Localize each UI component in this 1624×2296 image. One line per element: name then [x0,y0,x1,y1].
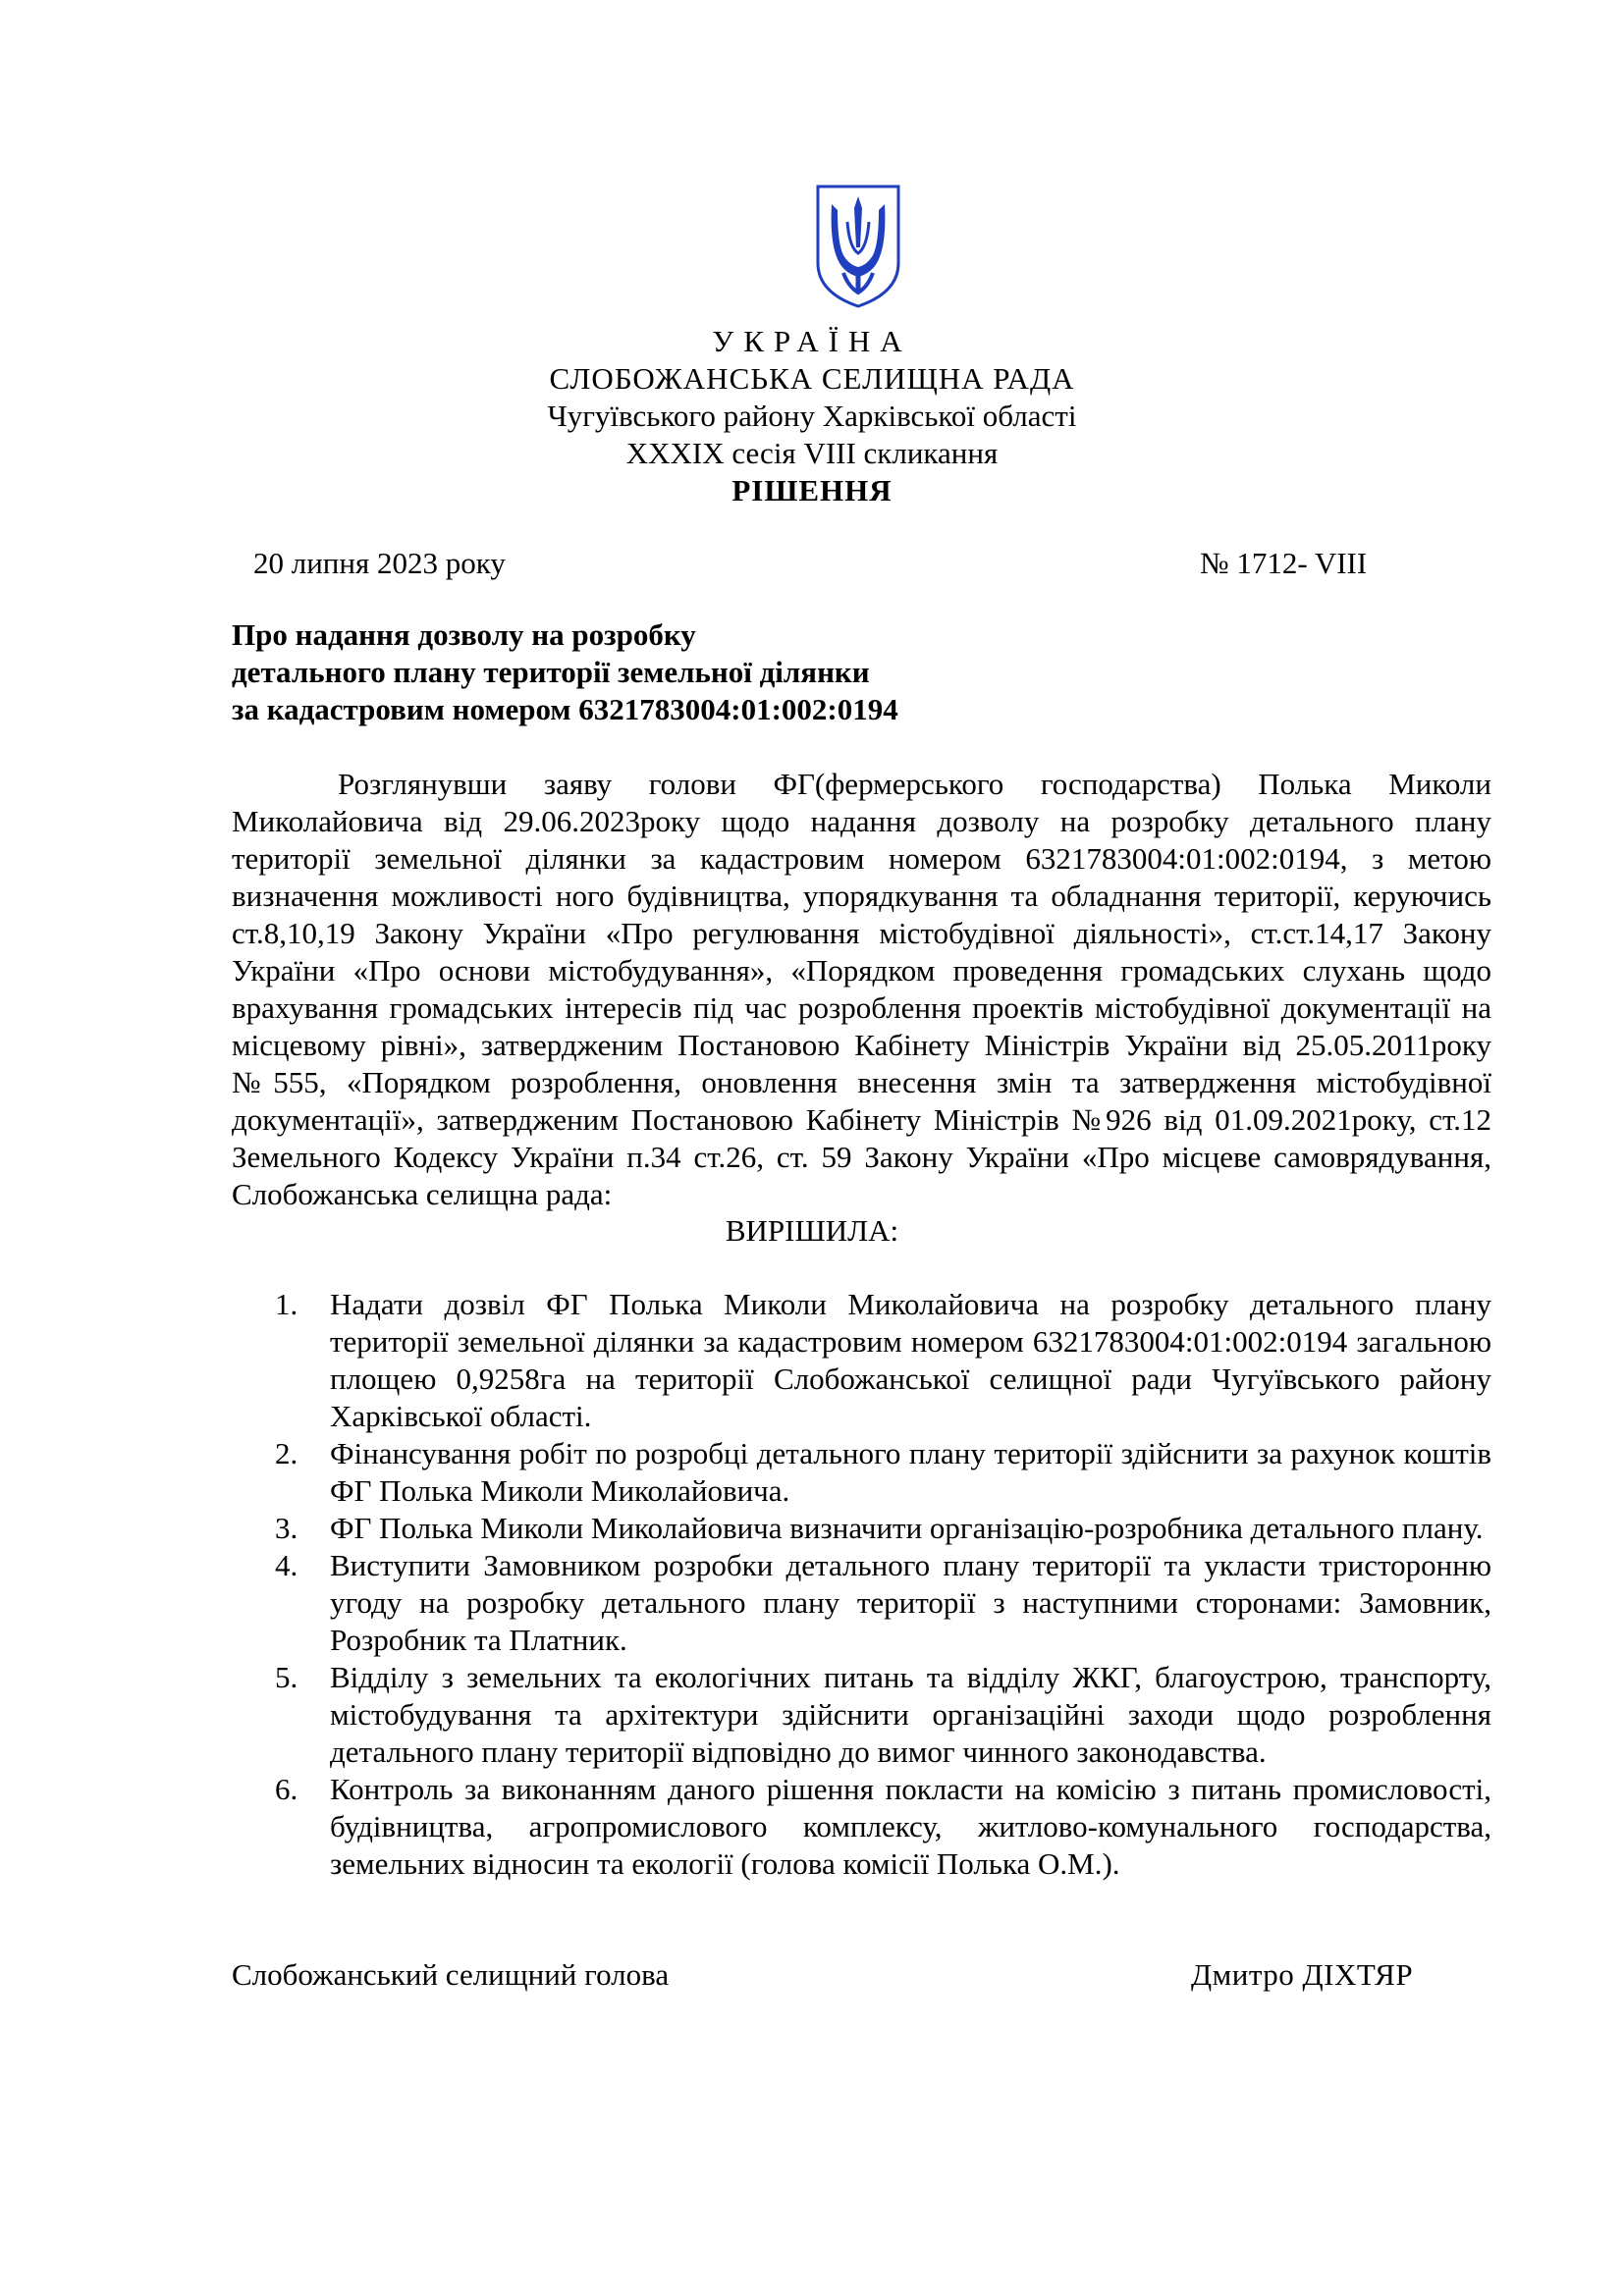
resolved-heading: ВИРІШИЛА: [725,1213,899,1248]
preamble-paragraph: Розглянувши заяву голови ФГ(фермерського господарства) Полька Миколи Миколайовича від 29.06.2023року щодо надання дозволу на розробку детального плану території земельної ділянки за кадастровим номером 6321783004:01:002:0194, з метою визначення можливості ного будівництва, упорядкування та обладнання території, керуючись ст.8,10,19 Закону України «Про регулювання містобудівної діяльності», ст.ст.14,17 Закону України «Про основи містобудування», «Порядком проведення громадських слухань щодо врахування громадських інтересів під час розроблення проектів містобудівної документації на місцевому рівні», затвердженим Постановою Кабінету Міністрів України від 25.05.2011року №555, «Порядком розроблення, оновлення внесення змін та затвердження містобудівної документації», затвердженим Постановою Кабінету Міністрів №926 від 01.09.2021року, ст.12 Земельного Кодексу України п.34 ст.26, ст. 59 Закону України «Про місцеве самоврядування, Слобожанська селищна рада: [232,767,1491,1211]
list-item [275,1659,1491,1771]
country-heading: УКРАЇНА [712,324,912,358]
district-name: Чугуївського району Харківської області [547,399,1077,433]
item-number: 2. [275,1436,298,1470]
decision-subject [232,616,898,728]
subject-line: за кадастровим номером 6321783004:01:002:0194 [232,692,898,726]
item-number: 4. [275,1548,298,1582]
subject-line: детального плану території земельної ділянки [232,655,870,689]
signatory-role: Слобожанський селищний голова [232,1957,670,1992]
list-item [275,1286,1491,1435]
item-text: Відділу з земельних та екологічних питань та відділу ЖКГ, благоустрою, транспорту, містобудування та архітектури здійснити організаційні заходи щодо розроблення детального плану території відповідно до вимог чинного законодавства. [330,1660,1491,1769]
item-number: 5. [275,1660,298,1694]
list-item [275,1547,1491,1659]
item-text: Контроль за виконанням даного рішення покласти на комісію з питань промисловості, будівництва, агропромислового комплексу, житлово-комунального господарства, земельних відносин та екології (голова комісії Полька О.М.). [330,1772,1491,1881]
coat-of-arms-trident-icon [814,183,902,310]
subject-line: Про надання дозволу на розробку [232,617,696,652]
item-text: ФГ Полька Миколи Миколайовича визначити організацію-розробника детального плану. [330,1511,1484,1545]
list-item [275,1771,1491,1883]
decision-items-list [275,1286,1491,1883]
item-text: Надати дозвіл ФГ Полька Миколи Миколайовича на розробку детального плану території земельної ділянки за кадастровим номером 6321783004:01:002:0194 загальною площею 0,9258га на території Слобожанської селищної ради Чугуївського району Харківської області. [330,1287,1491,1433]
list-item [275,1510,1491,1547]
item-number: 3. [275,1511,298,1545]
decision-number: № 1712- VIII [1200,546,1368,580]
session-info: XXXIX сесія VIII скликання [625,436,999,470]
item-text: Фінансування робіт по розробці детального плану території здійснити за рахунок коштів ФГ Полька Миколи Миколайовича. [330,1436,1491,1508]
list-item [275,1435,1491,1510]
item-number: 1. [275,1287,298,1321]
signatory-name: Дмитро ДІХТЯР [1191,1957,1414,1992]
item-text: Виступити Замовником розробки детального плану території та укласти тристоронню угоду на розробку детального плану території з наступними сторонами: Замовник, Розробник та Платник. [330,1548,1491,1657]
item-number: 6. [275,1772,298,1806]
decision-date: 20 липня 2023 року [253,546,506,580]
council-name: СЛОБОЖАНСЬКА СЕЛИЩНА РАДА [549,361,1075,396]
document-type-title: РІШЕННЯ [731,473,893,507]
